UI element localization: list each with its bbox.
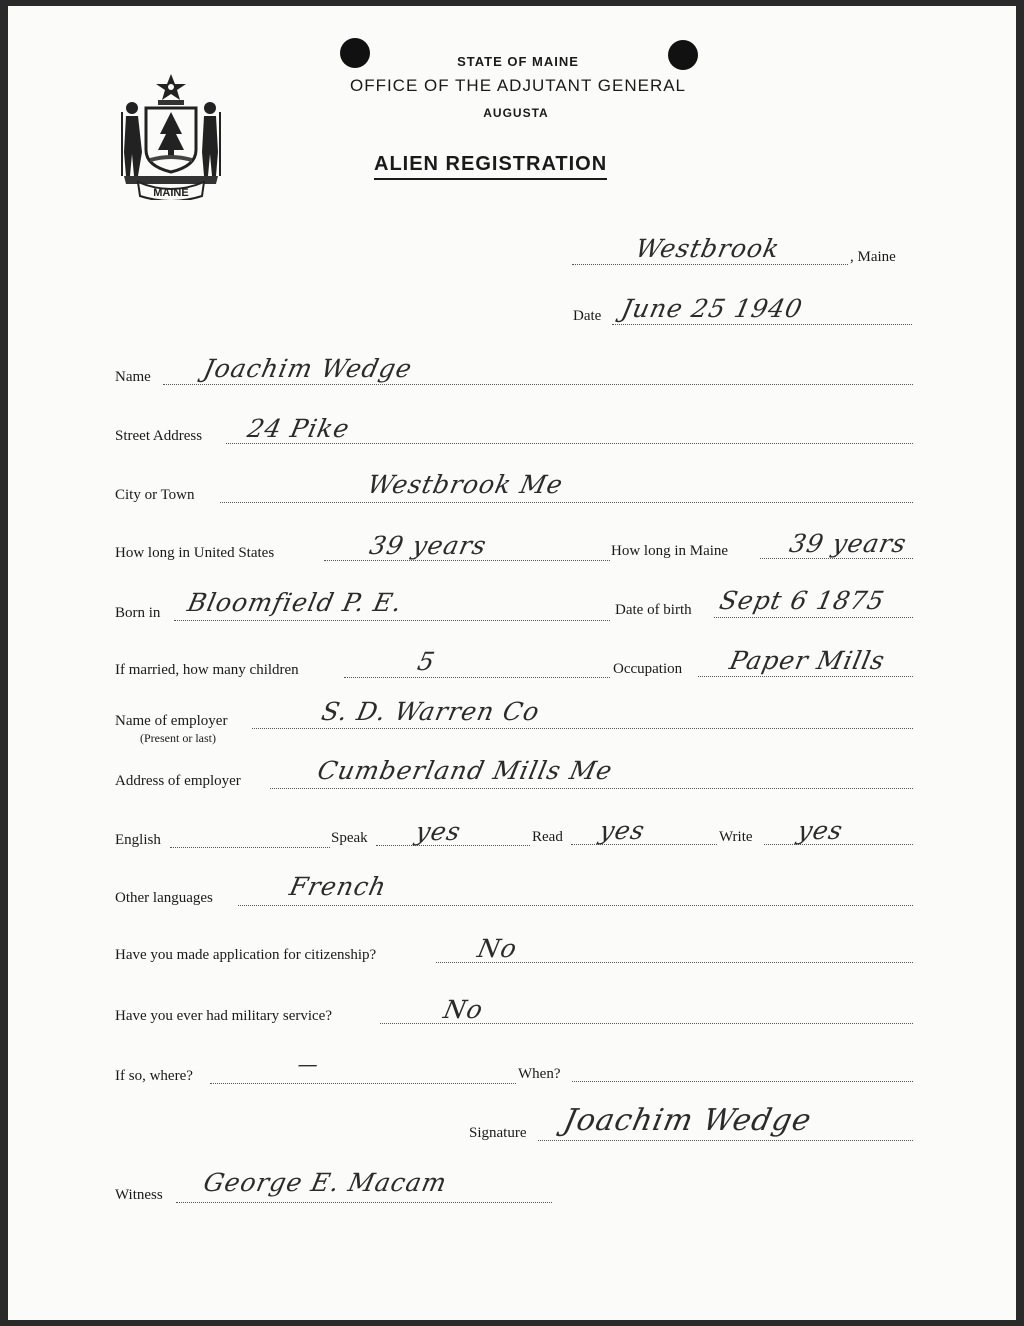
- name-label: Name: [115, 369, 151, 385]
- citizenship-label: Have you made application for citizenship?: [115, 947, 377, 963]
- read-label: Read: [532, 829, 563, 845]
- employer-address-value: Cumberland Mills Me: [314, 756, 616, 785]
- street-value: 24 Pike: [244, 414, 353, 443]
- military-value: No: [440, 995, 487, 1024]
- when-label: When?: [518, 1066, 561, 1082]
- street-label: Street Address: [115, 428, 203, 444]
- witness-label: Witness: [115, 1187, 163, 1203]
- speak-value: yes: [412, 817, 464, 846]
- children-label: If married, how many children: [115, 662, 299, 678]
- signature-label: Signature: [469, 1125, 527, 1141]
- write-label: Write: [719, 829, 753, 845]
- where-label: If so, where?: [115, 1068, 193, 1084]
- city-heading: AUGUSTA: [483, 106, 549, 120]
- alien-registration-form: [8, 6, 1016, 1320]
- city-label: City or Town: [115, 487, 195, 503]
- office-heading: OFFICE OF THE ADJUTANT GENERAL: [349, 76, 687, 95]
- born-label: Born in: [115, 605, 161, 621]
- signature-value: Joachim Wedge: [560, 1103, 815, 1138]
- maine-years-value: 39 years: [786, 529, 910, 558]
- us-years-label: How long in United States: [115, 545, 275, 561]
- other-languages-value: French: [286, 872, 390, 901]
- employer-value: S. D. Warren Co: [318, 697, 543, 726]
- date-value: June 25 1940: [618, 294, 806, 323]
- write-value: yes: [794, 816, 846, 845]
- witness-value: George E. Macam: [200, 1168, 450, 1197]
- occupation-value: Paper Mills: [726, 646, 888, 675]
- maine-years-label: How long in Maine: [611, 543, 729, 559]
- state-heading: STATE OF MAINE: [457, 54, 579, 69]
- employer-sublabel: (Present or last): [140, 731, 216, 745]
- occupation-label: Occupation: [613, 661, 683, 677]
- place-label: , Maine: [850, 249, 896, 265]
- dob-label: Date of birth: [615, 602, 692, 618]
- english-label: English: [115, 832, 161, 848]
- where-value: —: [295, 1052, 322, 1076]
- speak-label: Speak: [331, 830, 368, 846]
- name-value: Joachim Wedge: [200, 354, 416, 383]
- date-label: Date: [573, 308, 602, 324]
- other-languages-label: Other languages: [115, 890, 213, 906]
- us-years-value: 39 years: [366, 531, 490, 560]
- employer-address-label: Address of employer: [115, 773, 241, 789]
- city-value: Westbrook Me: [364, 470, 566, 499]
- employer-label: Name of employer: [115, 713, 228, 729]
- born-value: Bloomfield P. E.: [184, 588, 406, 617]
- citizenship-value: No: [474, 934, 521, 963]
- place-value: Westbrook: [632, 234, 783, 263]
- children-value: 5: [414, 647, 438, 676]
- military-label: Have you ever had military service?: [115, 1008, 332, 1024]
- form-title: ALIEN REGISTRATION: [374, 153, 607, 180]
- dob-value: Sept 6 1875: [716, 586, 888, 615]
- read-value: yes: [596, 816, 648, 845]
- seal-text: MAINE: [153, 187, 189, 199]
